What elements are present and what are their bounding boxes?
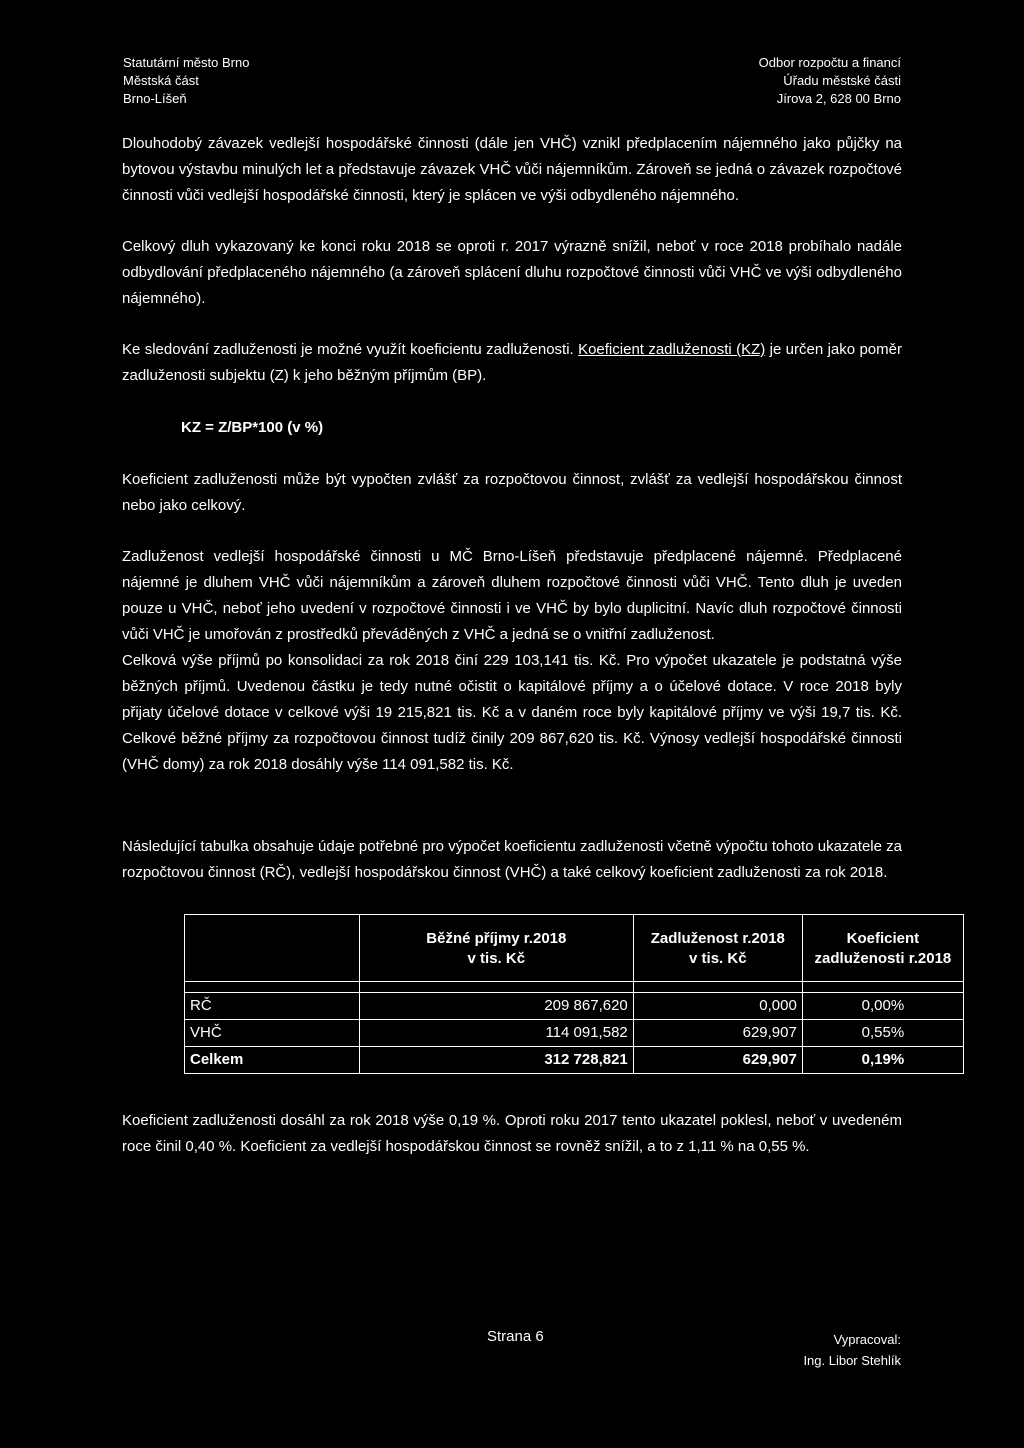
- header-district-label: Městská část: [123, 73, 199, 88]
- row-income: 114 091,582: [359, 1020, 633, 1047]
- row-coefficient: 0,00%: [802, 993, 963, 1020]
- paragraph-coefficient-summary: Koeficient zadluženosti dosáhl za rok 2018 výše 0,19 %. Oproti roku 2017 tento ukazatel poklesl, neboť v uvedeném roce činil 0,40 %. Koeficient za vedlejší hospodářskou činnost se rovněž snížil, a to z 1,11 % na 0,55 %.: [122, 1112, 902, 1155]
- table-header-debt-line1: Zadluženost r.2018: [650, 930, 785, 947]
- paragraph-coefficient-scope: Koeficient zadluženosti může být vypočten zvlášť za rozpočtovou činnost, zvlášť za vedlejší hospodářskou činnost nebo jako celkový.: [122, 471, 902, 514]
- row-label: Celkem: [185, 1047, 360, 1074]
- paragraph-table-intro: Následující tabulka obsahuje údaje potřebné pro výpočet koeficientu zadluženosti včetně výpočtu tohoto ukazatele za rozpočtovou činnost (RČ), vedlejší hospodářskou činnost (VHČ) a také celkový koeficient zadluženosti za rok 2018.: [122, 838, 902, 881]
- table-header-coefficient-line1: Koeficient: [846, 930, 920, 947]
- coefficient-definition-text: je určen jako poměr zadluženosti subjektu (Z) k jeho běžným příjmům (BP).: [122, 341, 902, 384]
- header-district-name: Brno-Líšeň: [123, 91, 187, 106]
- author-name: Ing. Libor Stehlík: [803, 1353, 901, 1368]
- coefficient-intro-text: Ke sledování zadluženosti je možné využít koeficientu zadluženosti.: [122, 341, 579, 358]
- header-left: [123, 54, 249, 108]
- row-label: VHČ: [185, 1020, 360, 1047]
- table-header-income: [359, 915, 633, 982]
- table-header-debt-line2: v tis. Kč: [689, 950, 747, 967]
- row-income: 312 728,821: [359, 1047, 633, 1074]
- table-header-coefficient: [802, 915, 963, 982]
- table-header-debt: [633, 915, 802, 982]
- table-row: [185, 993, 964, 1020]
- row-debt: 629,907: [633, 1047, 802, 1074]
- paragraph-long-term-liability: Dlouhodobý závazek vedlejší hospodářské činnosti (dále jen VHČ) vznikl předplacením nájemného jako půjčky na bytovou výstavbu minulých let a představuje závazek VHČ vůči nájemníkům. Zároveň se jedná o závazek rozpočtové činnosti vůči vedlejší hospodářské činnosti, který je splácen ve výši odbydleného nájemného.: [122, 135, 902, 204]
- paragraph-total-debt: Celkový dluh vykazovaný ke konci roku 2018 se oproti r. 2017 výrazně snížil, neboť v roce 2018 probíhalo nadále odbydlování předplaceného nájemného (a zároveň splácení dluhu rozpočtové činnosti vůči VHČ ve výši odbydleného nájemného).: [122, 238, 902, 307]
- row-coefficient: 0,55%: [802, 1020, 963, 1047]
- document-body: [122, 131, 952, 1160]
- table-header-income-line2: v tis. Kč: [467, 950, 526, 967]
- header-address: Jírova 2, 628 00 Brno: [776, 91, 901, 106]
- author-block: [803, 1329, 901, 1371]
- table-row: [185, 1020, 964, 1047]
- page-number: Strana 6: [487, 1328, 544, 1345]
- coefficient-formula: KZ = Z/BP*100 (v %): [181, 419, 324, 436]
- paragraph-vhc-debt: Zadluženost vedlejší hospodářské činnosti u MČ Brno-Líšeň představuje předplacené nájemné. Předplacené nájemné je dluhem VHČ vůči nájemníkům a zároveň dluhem rozpočtové činnosti vůči VHČ. Tento dluh je uveden pouze u VHČ, neboť jeho uvedení v rozpočtové činnosti i ve VHČ by bylo duplicitní. Navíc dluh rozpočtové činnosti vůči VHČ je umořován z prostředků převáděných z VHČ a jedná se o vnitřní zadluženost.: [122, 548, 902, 643]
- author-label: Vypracoval:: [833, 1332, 901, 1347]
- table-header-coefficient-line2: zadluženosti r.2018: [814, 950, 952, 967]
- paragraph-income: Celková výše příjmů po konsolidaci za rok 2018 činí 229 103,141 tis. Kč. Pro výpočet ukazatele je podstatná výše běžných příjmů. Uvedenou částku je tedy nutné očistit o kapitálové příjmy a o účelové dotace. V roce 2018 byly přijaty účelové dotace v celkové výši 19 215,821 tis. Kč a v daném roce byly kapitálové příjmy ve výši 19,7 tis. Kč. Celkové běžné příjmy za rozpočtovou činnost tudíž činily 209 867,620 tis. Kč. Výnosy vedlejší hospodářské činnosti (VHČ domy) za rok 2018 dosáhly výše 114 091,582 tis. Kč.: [122, 652, 902, 773]
- row-label: RČ: [185, 993, 360, 1020]
- header-office: Úřadu městské části: [783, 73, 901, 88]
- header-department: Odbor rozpočtu a financí: [758, 55, 901, 70]
- table-row-total: [185, 1047, 964, 1074]
- header-city: Statutární město Brno: [123, 55, 250, 70]
- coefficient-definition-term: Koeficient zadluženosti (KZ): [578, 341, 766, 358]
- debt-coefficient-table: [184, 914, 964, 1074]
- row-debt: 629,907: [633, 1020, 802, 1047]
- row-coefficient: 0,19%: [802, 1047, 963, 1074]
- header-right: [759, 54, 901, 108]
- table-header-empty: [185, 915, 360, 982]
- row-income: 209 867,620: [359, 993, 633, 1020]
- paragraph-debt-coefficient-intro: [122, 337, 902, 389]
- row-debt: 0,000: [633, 993, 802, 1020]
- table-header-income-line1: Běžné příjmy r.2018: [426, 930, 567, 947]
